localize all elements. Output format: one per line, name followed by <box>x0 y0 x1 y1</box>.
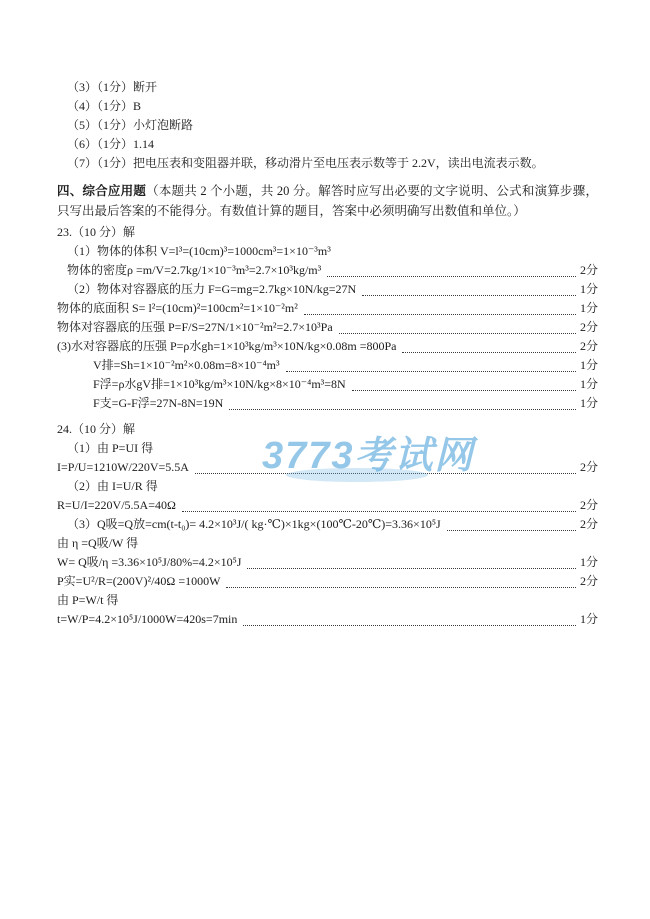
dotted-leader <box>447 520 576 531</box>
line-text: I=P/U=1210W/220V=5.5A <box>57 460 189 474</box>
score-label: 2分 <box>579 460 598 474</box>
dotted-leader <box>243 615 576 626</box>
line-text: （2）物体对容器底的压力 F=G=mg=2.7kg×10N/kg=27N <box>67 282 357 296</box>
dotted-leader <box>182 501 576 512</box>
doc-line <box>57 242 598 261</box>
line-text: F支=G-F浮=27N-8N=19N <box>93 396 224 410</box>
doc-line <box>57 261 598 280</box>
doc-line <box>57 477 598 496</box>
doc-line <box>57 154 598 173</box>
doc-line <box>57 280 598 299</box>
score-label: 2分 <box>579 263 598 277</box>
line-text: （7）（1分）把电压表和变阻器并联，移动滑片至电压表示数等于 2.2V，读出电流表示数。 <box>67 156 544 170</box>
section-heading <box>57 182 598 221</box>
score-label: 1分 <box>579 358 598 372</box>
line-text: 由 P=W/t 得 <box>57 593 119 607</box>
line-text: 由 η =Q吸/W 得 <box>57 536 139 550</box>
line-text: 物体的底面积 S= l²=(10cm)²=100cm²=1×10⁻²m² <box>57 301 298 315</box>
doc-line <box>57 553 598 572</box>
document-content <box>57 78 598 629</box>
dotted-leader <box>286 361 576 372</box>
dotted-leader <box>402 342 576 353</box>
dotted-leader <box>229 399 576 410</box>
line-text: (3)水对容器底的压强 P=ρ水gh=1×10³kg/m³×10N/kg×0.08m =800Pa <box>57 339 397 353</box>
doc-line <box>57 97 598 116</box>
line-text: （1）物体的体积 V=l³=(10cm)³=1000cm³=1×10⁻³m³ <box>67 244 331 258</box>
line-text: 24.（10 分）解 <box>57 422 136 436</box>
doc-line <box>57 116 598 135</box>
dotted-leader <box>362 285 576 296</box>
line-text: 物体对容器底的压强 P=F/S=27N/1×10⁻²m²=2.7×10³Pa <box>57 320 333 334</box>
line-text: （6）（1分）1.14 <box>67 137 155 151</box>
line-text: （2）由 I=U/R 得 <box>67 479 158 493</box>
doc-line <box>57 496 598 515</box>
doc-line <box>57 356 598 375</box>
dotted-leader <box>327 266 576 277</box>
line-text: （4）（1分）B <box>67 99 142 113</box>
score-label: 2分 <box>579 339 598 353</box>
line-text: 23.（10 分）解 <box>57 225 136 239</box>
line-text: （3）Q吸=Q放=cm(t-t₀)= 4.2×10³J/( kg·℃)×1kg×(100℃-20℃)=3.36×10⁵J <box>67 517 441 531</box>
score-label: 2分 <box>579 574 598 588</box>
line-text: V排=Sh=1×10⁻²m²×0.08m=8×10⁻⁴m³ <box>93 358 280 372</box>
line-text: （3）（1分）断开 <box>67 80 158 94</box>
dotted-leader <box>195 463 576 474</box>
line-text: R=U/I=220V/5.5A=40Ω <box>57 498 176 512</box>
score-label: 1分 <box>579 282 598 296</box>
score-label: 1分 <box>579 301 598 315</box>
score-label: 1分 <box>579 612 598 626</box>
section-heading-title: 四、综合应用题 <box>57 184 147 198</box>
watermark-text: 3773考试网 <box>262 435 475 477</box>
section-heading-instructions: （本题共 2 个小题，共 20 分。解答时应写出必要的文字说明、公式和演算步骤，只写出最后答案的不能得分。有数值计算的题目，答案中必须明确写出数值和单位。） <box>57 184 598 218</box>
doc-line <box>57 78 598 97</box>
doc-line <box>57 375 598 394</box>
dotted-leader <box>304 304 576 315</box>
doc-line <box>57 318 598 337</box>
score-label: 2分 <box>579 517 598 531</box>
score-label: 2分 <box>579 320 598 334</box>
doc-line <box>57 135 598 154</box>
doc-line <box>57 534 598 553</box>
doc-line <box>57 591 598 610</box>
line-text: 物体的密度ρ =m/V=2.7kg/1×10⁻³m³=2.7×10³kg/m³ <box>67 263 322 277</box>
doc-line <box>57 299 598 318</box>
score-label: 1分 <box>579 555 598 569</box>
dotted-leader <box>226 577 576 588</box>
line-text: t=W/P=4.2×10⁵J/1000W=420s=7min <box>57 612 238 626</box>
score-label: 2分 <box>579 498 598 512</box>
dotted-leader <box>352 380 576 391</box>
score-label: 1分 <box>579 396 598 410</box>
line-text: （5）（1分）小灯泡断路 <box>67 118 194 132</box>
dotted-leader <box>247 558 576 569</box>
doc-line <box>57 439 598 458</box>
dotted-leader <box>339 323 576 334</box>
line-text: （1）由 P=UI 得 <box>67 441 154 455</box>
score-label: 1分 <box>579 377 598 391</box>
doc-line <box>57 610 598 629</box>
doc-line <box>57 515 598 534</box>
doc-line <box>57 458 598 477</box>
doc-line <box>57 420 598 439</box>
line-text: P实=U²/R=(200V)²/40Ω =1000W <box>57 574 221 588</box>
doc-line <box>57 394 598 413</box>
doc-line <box>57 337 598 356</box>
solution-list <box>57 223 598 629</box>
line-text: W= Q吸/η =3.36×10⁵J/80%=4.2×10⁵J <box>57 555 242 569</box>
doc-line <box>57 223 598 242</box>
doc-line <box>57 572 598 591</box>
short-answer-list <box>57 78 598 173</box>
line-text: F浮=ρ水gV排=1×10³kg/m³×10N/kg×8×10⁻⁴m³=8N <box>93 377 346 391</box>
